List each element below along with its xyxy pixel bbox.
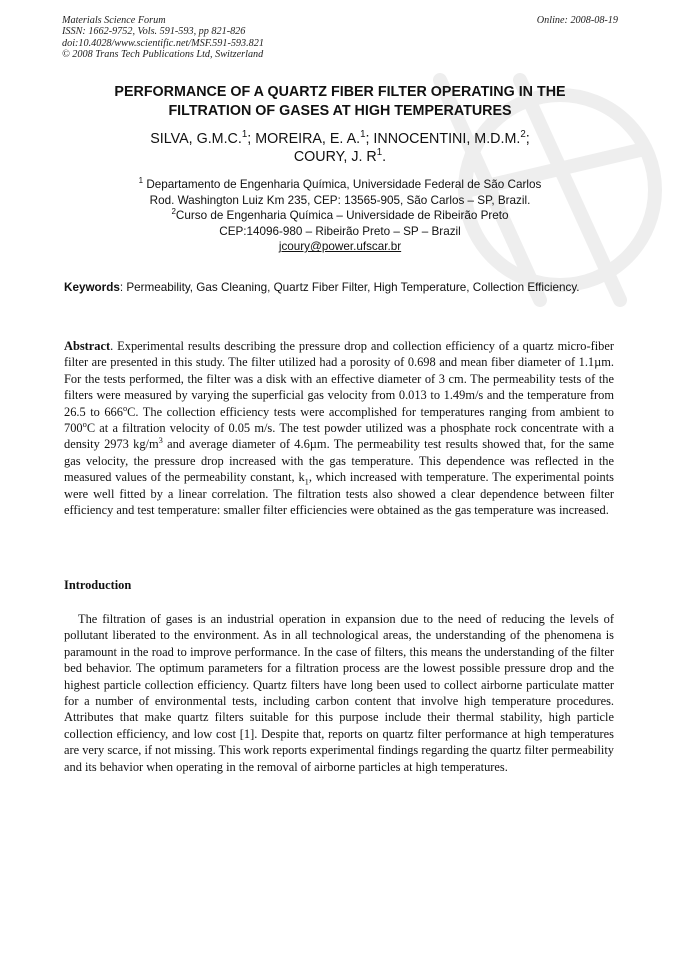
abstract-text: and average diameter of 4.6µm. The permeability test results showed that, for the same gas velocity, the pressure drop increased with the gas temperature. This dependence was reflected in the measured values of the permeability constant, k: [64, 437, 614, 485]
author-name: ; INNOCENTINI, M.D.M.: [365, 131, 521, 147]
author-name: SILVA, G.M.C.: [150, 131, 242, 147]
title-line-2: FILTRATION OF GASES AT HIGH TEMPERATURES: [168, 102, 512, 119]
online-date: Online: 2008-08-19: [536, 15, 618, 26]
affiliation-line-2: Rod. Washington Luiz Km 235, CEP: 13565-905, São Carlos – SP, Brazil.: [149, 193, 531, 207]
author-line-1: [62, 130, 618, 148]
degree-marker: o: [82, 418, 87, 429]
keywords-label: Keywords: [64, 281, 120, 294]
abstract-label: Abstract: [64, 339, 111, 353]
contact-email[interactable]: [62, 239, 618, 255]
abstract-text: C. The collection efficiency tests were accomplished for temperatures ranging from ambient to 700: [64, 404, 614, 436]
section-heading-introduction: Introduction: [64, 578, 132, 592]
abstract-text: . Experimental results describing the pressure drop and collection efficiency of a quartz micro-fiber filter are presented in this study. The filter utilized had a porosity of 0.698 and mean fiber diameter of 1.1µm. For the tests performed, the filter was a disk with an effective diameter of 3 cm. The permeability tests of the filters were measured by varying the superficial gas velocity from 0.013 to 1.49m/s and the temperature from 26.5 to 666: [64, 339, 614, 419]
author-list: [62, 130, 618, 167]
affiliation-line-1: [62, 177, 618, 193]
cube-exponent: 3: [158, 435, 163, 446]
issn-line: ISSN: 1662-9752, Vols. 591-593, pp 821-826: [62, 26, 246, 38]
copyright-line: © 2008 Trans Tech Publications Ltd, Switzerland: [62, 48, 264, 60]
abstract-text: C at a filtration velocity of 0.05 m/s. The test powder utilized was a phosphate rock concentrate with a density 2973 kg/m: [64, 421, 614, 452]
affiliation-marker: 1: [241, 129, 248, 141]
author-name: COURY, J. R: [293, 149, 377, 166]
separator: ;: [525, 131, 530, 147]
title-line-1: PERFORMANCE OF A QUARTZ FIBER FILTER OPERATING IN THE: [114, 84, 566, 100]
degree-marker: o: [122, 402, 128, 413]
affiliation-text: Curso de Engenharia Química – Universidade de Ribeirão Preto: [175, 209, 509, 223]
affiliation-marker: 1: [138, 176, 144, 186]
affiliation-line-3: [62, 208, 618, 224]
paper-title: [62, 83, 618, 120]
abstract-text: , which increased with temperature. The experimental points were well fitted by a linear correlation. The filtration tests also showed a clear dependence between filter efficiency and test temperature: smaller filter efficiencies were obtained as the gas temperature was increased.: [64, 470, 614, 518]
affiliation-marker: 2: [171, 207, 176, 217]
affiliation-marker: 1: [376, 147, 383, 159]
introduction-paragraph: The filtration of gases is an industrial operation in expansion due to the need of reducing the levels of pollutant liberated to the environment. As in all technological areas, the understanding of the phenomena is paramount in the road to improve performance. In the case of filters, this means the understanding of the filter bed behavior. The optimum parameters for a filtration process are the lowest possible pressure drop and the highest particle collection efficiency. Quartz filters have long been used to collect airborne particulate matter for a number of environmental tests, including carbon content that involve high temperature procedures. Attributes that make quartz filters suitable for this purpose include their thermal stability, high particle collection efficiency, and low cost [1]. Despite that, reports on quartz filter performance at high temperatures are very scarce, if not missing. This work reports experimental findings regarding the quartz filter permeability and its behavior when operating in the removal of airborne particles at high temperatures.: [64, 612, 614, 774]
affiliation-line-4: CEP:14096-980 – Ribeirão Preto – SP – Brazil: [219, 224, 461, 238]
separator: .: [382, 149, 387, 166]
k-subscript: 1: [304, 476, 309, 487]
affiliations: [62, 177, 618, 255]
author-line-2: [62, 148, 618, 166]
email-link[interactable]: jcoury@power.ufscar.br: [278, 240, 402, 254]
journal-header: [62, 15, 618, 60]
affiliation-marker: 2: [520, 129, 526, 141]
author-name: ; MOREIRA, E. A.: [247, 131, 361, 147]
affiliation-marker: 1: [360, 129, 366, 141]
keywords: [64, 280, 614, 296]
affiliation-text: Departamento de Engenharia Química, Universidade Federal de São Carlos: [143, 178, 542, 191]
abstract: [64, 338, 614, 518]
doi-line: doi:10.4028/www.scientific.net/MSF.591-593.821: [62, 37, 264, 49]
journal-name: Materials Science Forum: [62, 15, 166, 26]
keywords-text: : Permeability, Gas Cleaning, Quartz Fiber Filter, High Temperature, Collection Efficiency.: [119, 281, 580, 294]
